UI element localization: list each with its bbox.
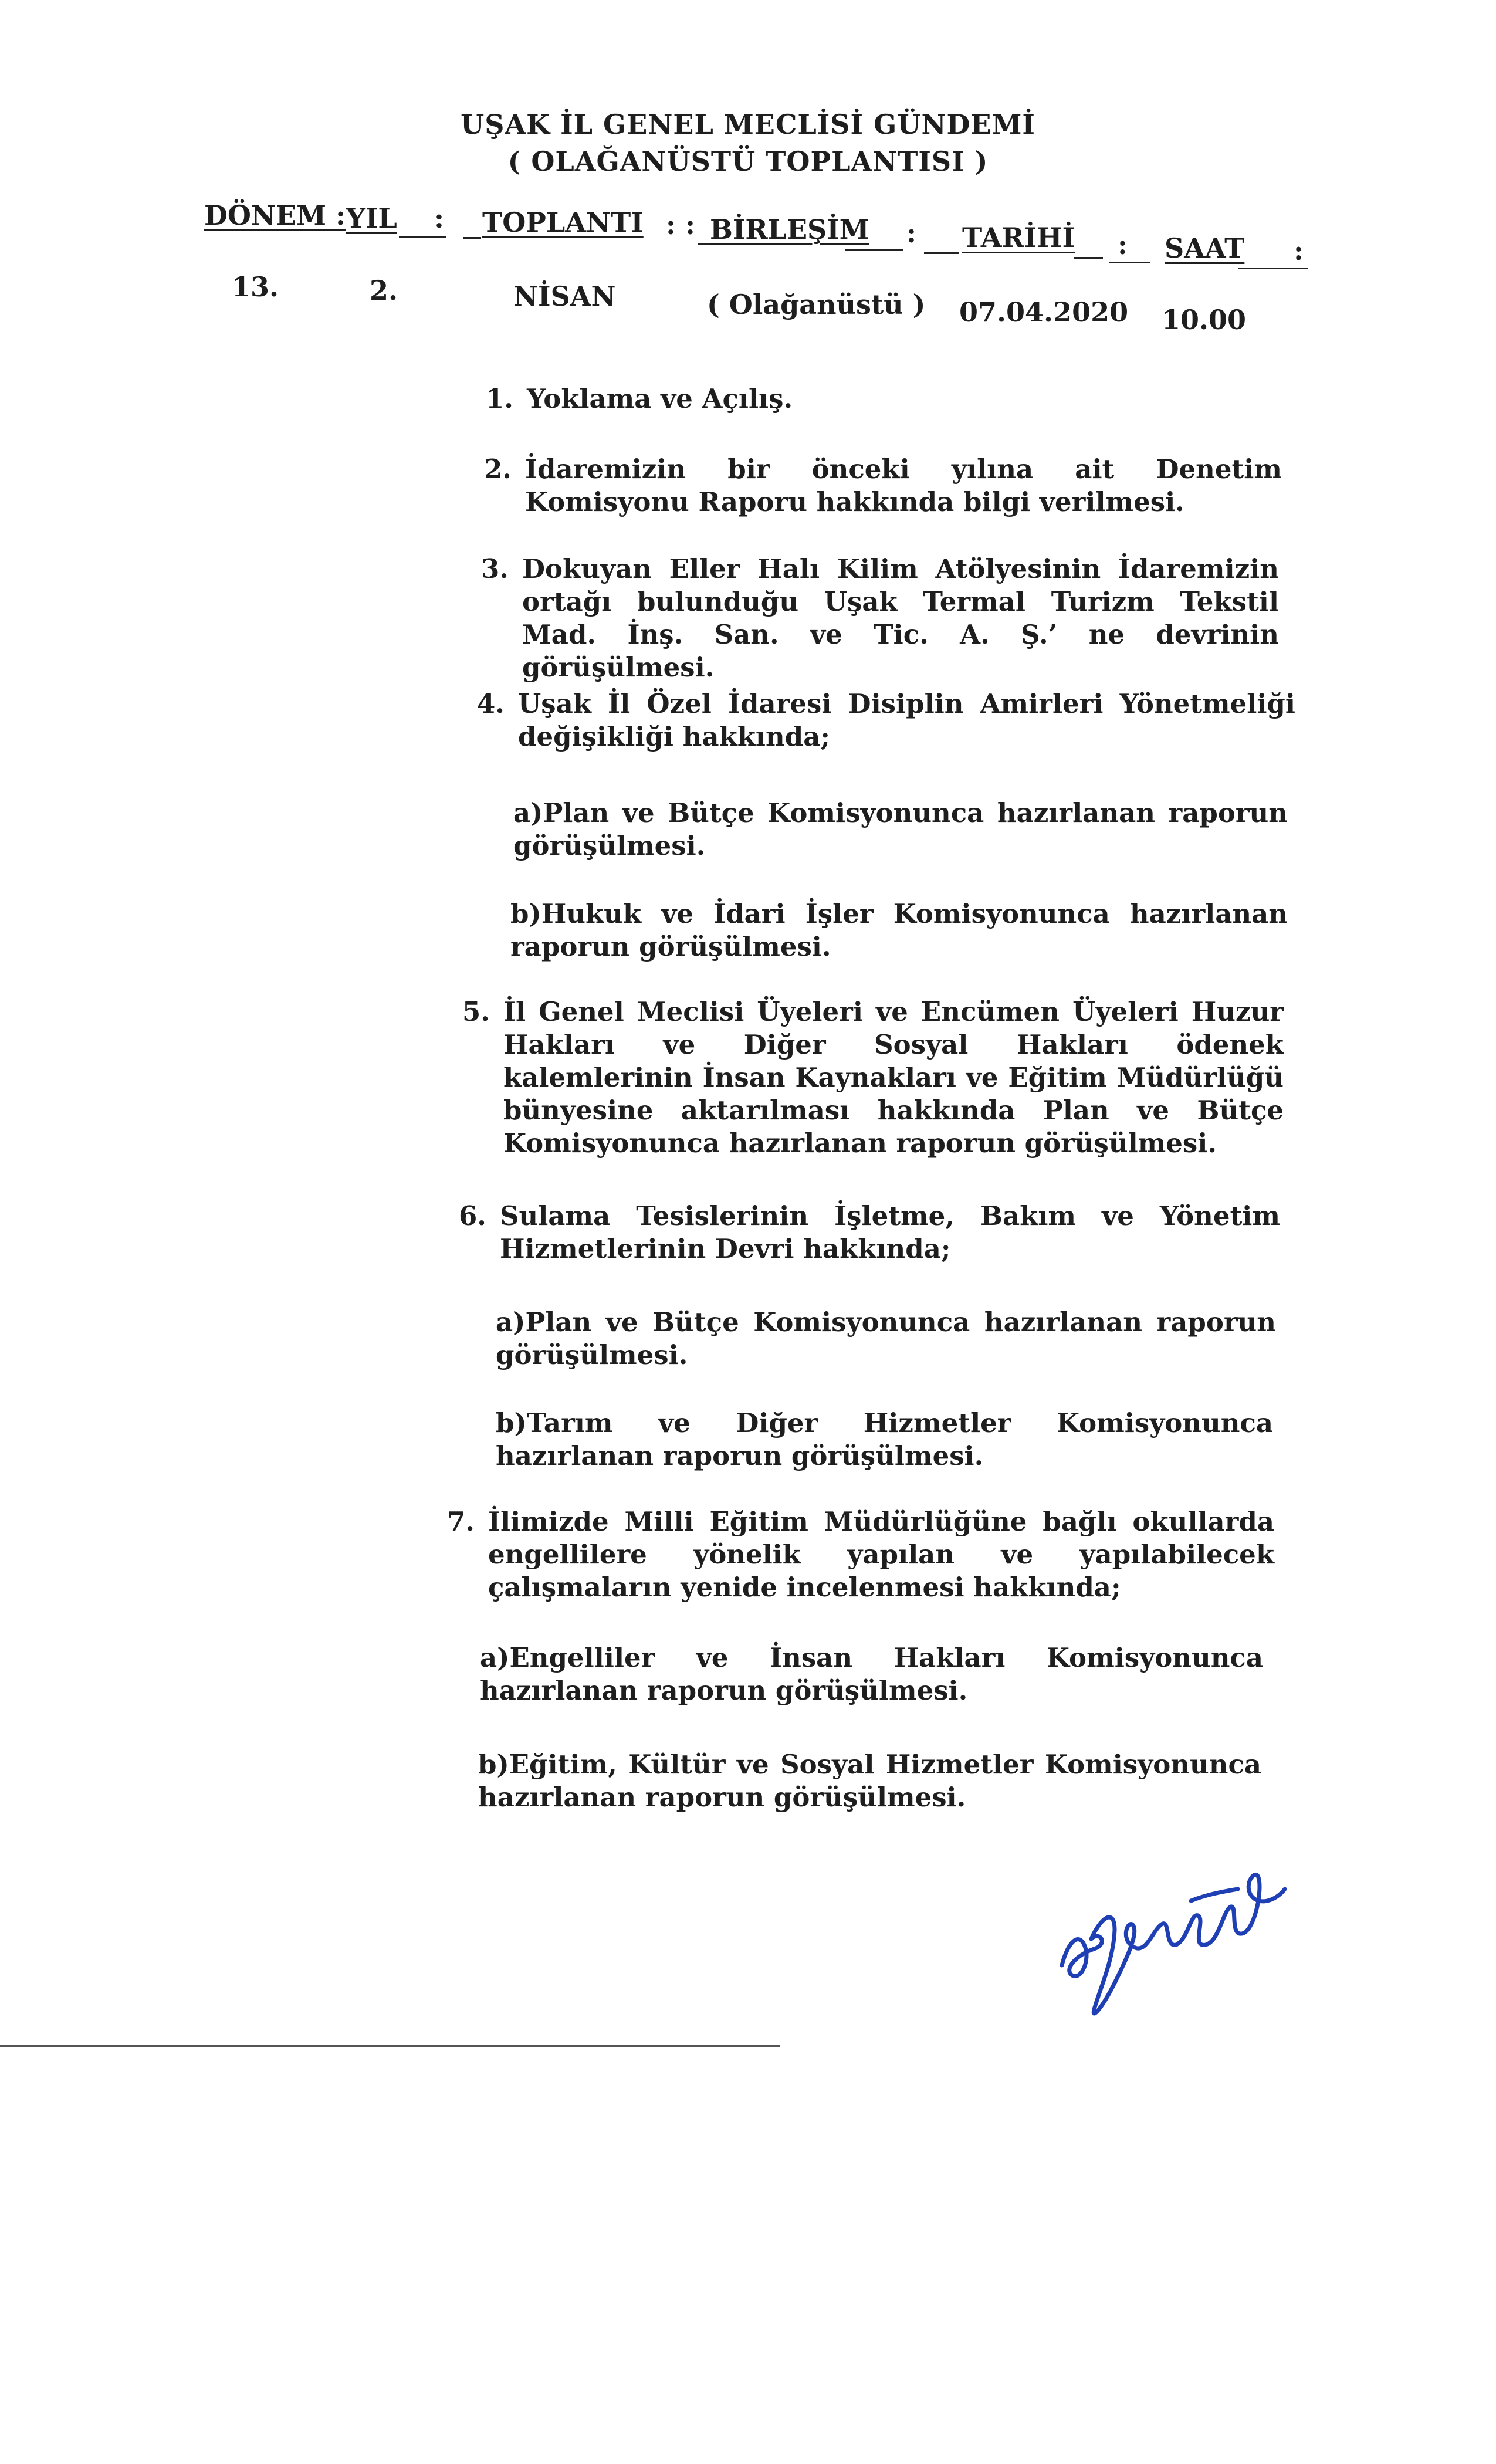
label-tarihi-colon: : [1118, 229, 1128, 260]
item-text: Yoklama ve Açılış. [527, 383, 793, 414]
agenda-item [459, 1200, 1280, 1265]
agenda-item [486, 383, 1289, 415]
value-donem: 13. [232, 271, 279, 303]
item-text: Uşak İl Özel İdaresi Disiplin Amirleri Yönetmeliği değişikliği hakkında; [518, 688, 1295, 752]
item-number: 3. [481, 553, 509, 584]
label-birlesim: BİRLEŞİM [710, 214, 869, 245]
label-toplanti: TOPLANTI [482, 207, 644, 238]
item-text: İdaremizin bir önceki yılına ait Denetim Komisyonu Raporu hakkında bilgi verilmesi. [525, 453, 1282, 517]
agenda-item [462, 996, 1284, 1160]
item-number: 2. [484, 453, 512, 485]
value-toplanti: NİSAN [513, 280, 616, 312]
agenda-item [481, 553, 1279, 684]
agenda-item [447, 1505, 1274, 1604]
value-tarihi: 07.04.2020 [959, 296, 1129, 328]
agenda-subitem: b)Hukuk ve İdari İşler Komisyonunca hazırlanan raporun görüşülmesi. [510, 898, 1288, 962]
label-tarihi: TARİHİ [962, 222, 1075, 253]
agenda-subitem: b)Eğitim, Kültür ve Sosyal Hizmetler Komisyonunca hazırlanan raporun görüşülmesi. [478, 1749, 1261, 1813]
agenda-subitem: a)Plan ve Bütçe Komisyonunca hazırlanan raporun görüşülmesi. [496, 1307, 1276, 1370]
value-birlesim: ( Olağanüstü ) [707, 289, 926, 320]
birlesim-preline [698, 243, 710, 245]
tarihi-preline [924, 252, 959, 254]
label-toplanti-colon: : : [666, 209, 695, 241]
item-text: İl Genel Meclisi Üyeleri ve Encümen Üyeleri Huzur Hakları ve Diğer Sosyal Hakları ödenek kalemlerinin İnsan Kaynakları ve Eğitim Müdürlüğü bünyesine aktarılması hakkında Plan ve Bütçe Komisyonunca hazırlanan raporun görüşülmesi. [503, 996, 1284, 1159]
value-yil: 2. [370, 275, 398, 306]
saat-underline [1238, 268, 1308, 269]
item-number: 6. [459, 1200, 486, 1231]
agenda-item [477, 688, 1295, 753]
item-number: 4. [477, 688, 505, 719]
toplanti-preline [463, 237, 481, 239]
agenda-item [484, 453, 1282, 519]
item-text: Sulama Tesislerinin İşletme, Bakım ve Yönetim Hizmetlerinin Devri hakkında; [500, 1200, 1280, 1264]
agenda-subitem: b)Tarım ve Diğer Hizmetler Komisyonunca hazırlanan raporun görüşülmesi. [496, 1407, 1273, 1471]
label-saat-colon: : [1294, 235, 1304, 266]
item-number: 5. [462, 996, 490, 1027]
agenda-subitem: a)Plan ve Bütçe Komisyonunca hazırlanan raporun görüşülmesi. [513, 797, 1288, 861]
item-number: 1. [486, 383, 513, 414]
yil-underline [399, 236, 446, 238]
birlesim-underline [845, 249, 903, 251]
value-saat: 10.00 [1162, 304, 1247, 336]
document-title: UŞAK İL GENEL MECLİSİ GÜNDEMİ [461, 109, 1035, 140]
label-yil: YIL [346, 202, 397, 234]
label-saat: SAAT [1165, 232, 1245, 264]
signature [1044, 1813, 1297, 2024]
item-text: İlimizde Milli Eğitim Müdürlüğüne bağlı okullarda engellilere yönelik yapılan ve yapılabilecek çalışmaların yenide incelenmesi hakkında; [488, 1506, 1274, 1603]
saat-preline [1109, 262, 1150, 263]
label-birlesim-colon: : [906, 217, 916, 249]
document-subtitle: ( OLAĞANÜSTÜ TOPLANTISI ) [507, 145, 989, 177]
item-text: Dokuyan Eller Halı Kilim Atölyesinin İdaremizin ortağı bulunduğu Uşak Termal Turizm Tekstil Mad. İnş. San. ve Tic. A. Ş.’ ne devrinin görüşülmesi. [522, 553, 1279, 683]
agenda-subitem: a)Engelliler ve İnsan Hakları Komisyonunca hazırlanan raporun görüşülmesi. [480, 1642, 1263, 1706]
page-bottom-rule [0, 2045, 780, 2047]
label-yil-colon: : [434, 202, 444, 234]
label-donem: DÖNEM : [204, 199, 346, 231]
tarihi-underline [1074, 257, 1103, 259]
item-number: 7. [447, 1506, 475, 1537]
